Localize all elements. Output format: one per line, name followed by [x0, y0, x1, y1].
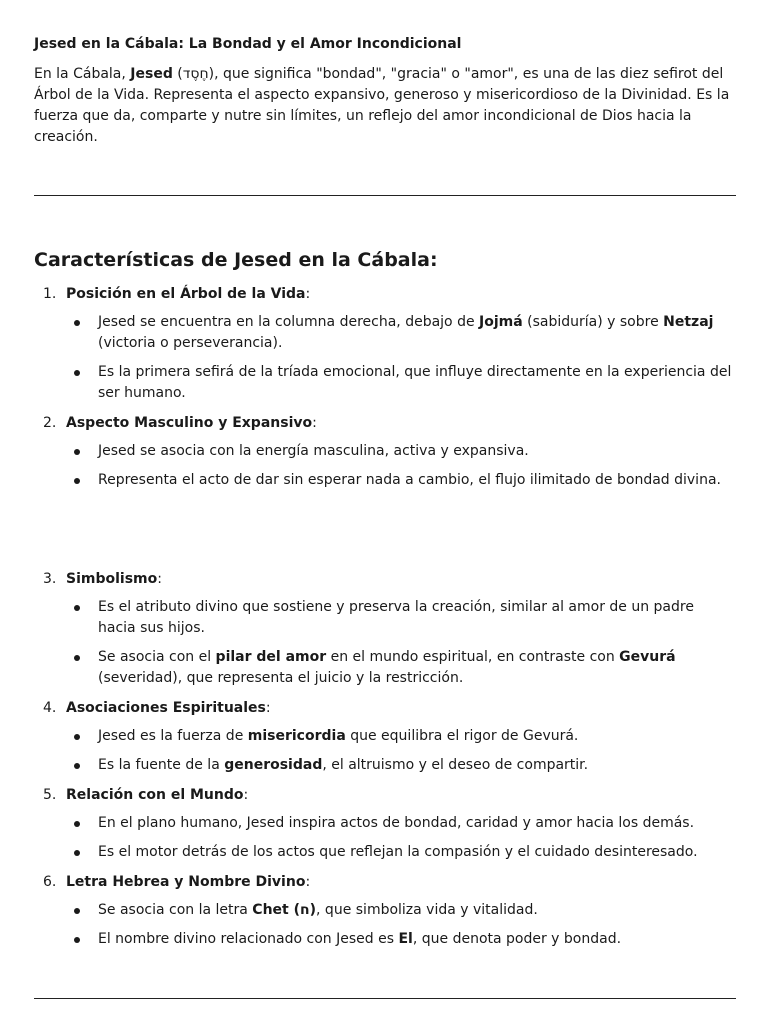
list-block-3	[34, 569, 736, 697]
bullet-list	[34, 312, 736, 404]
bullet-item	[34, 726, 736, 747]
bullet-icon	[74, 937, 80, 943]
bullet-bold: misericordia	[247, 728, 346, 744]
bullet-text: (sabiduría) y sobre	[522, 314, 664, 330]
list-block-4	[34, 698, 736, 784]
list-block-5	[34, 785, 736, 871]
item-suffix: :	[243, 787, 249, 803]
bullet-icon	[74, 320, 80, 326]
item-title-row	[34, 785, 736, 806]
bullet-text: , que simboliza vida y vitalidad.	[316, 902, 538, 918]
bullet-bold: Jojmá	[479, 314, 523, 330]
item-title: Posición en el Árbol de la Vida	[66, 286, 306, 302]
bullet-bold: Netzaj	[663, 314, 714, 330]
bullet-icon	[74, 734, 80, 740]
item-title: Letra Hebrea y Nombre Divino	[66, 874, 306, 890]
item-title-row	[34, 413, 736, 434]
list-item-3	[34, 569, 736, 689]
list-item-6	[34, 872, 736, 950]
bullet-item	[34, 312, 736, 354]
item-number: 2.	[43, 415, 57, 431]
item-suffix: :	[305, 874, 311, 890]
bullet-text: Jesed se encuentra en la columna derecha, debajo de	[98, 314, 480, 330]
item-title: Asociaciones Espirituales	[66, 700, 266, 716]
bullet-text: Es el motor detrás de los actos que reflejan la compasión y el cuidado desinteresado.	[98, 844, 698, 860]
bullet-text: Jesed se asocia con la energía masculina, activa y expansiva.	[98, 443, 529, 459]
intro-text-bold: Jesed	[130, 66, 173, 82]
item-suffix: :	[157, 571, 162, 587]
item-number: 4.	[43, 700, 57, 716]
bullet-text: , que denota poder y bondad.	[412, 931, 622, 947]
bullet-item	[34, 470, 736, 491]
list-block-1	[34, 284, 736, 412]
bullet-list	[34, 813, 736, 863]
bullet-text: En el plano humano, Jesed inspira actos de bondad, caridad y amor hacia los demás.	[98, 815, 695, 831]
item-title-row	[34, 698, 736, 719]
bullet-item	[34, 441, 736, 462]
item-number: 3.	[43, 571, 57, 587]
bullet-bold: Chet (ח)	[252, 902, 317, 918]
bullet-text: Se asocia con la letra	[98, 902, 253, 918]
bullet-text: Es la primera sefirá de la tríada emocional, que influye directamente en la experiencia del ser humano.	[98, 364, 732, 401]
list-item-4	[34, 698, 736, 776]
item-title-row	[34, 872, 736, 893]
intro-section	[34, 34, 736, 148]
bullet-bold: Gevurá	[619, 649, 676, 665]
bullet-text: en el mundo espiritual, en contraste con	[326, 649, 620, 665]
bullet-text: (victoria o perseverancia).	[98, 335, 283, 351]
item-title: Relación con el Mundo	[66, 787, 244, 803]
bullet-text: , el altruismo y el deseo de compartir.	[322, 757, 589, 773]
bullet-text: Representa el acto de dar sin esperar nada a cambio, el flujo ilimitado de bondad divina.	[98, 472, 721, 488]
bullet-text: (severidad), que representa el juicio y la restricción.	[98, 670, 464, 686]
list-item-2	[34, 413, 736, 491]
bullet-icon	[74, 821, 80, 827]
bullet-icon	[74, 763, 80, 769]
divider-bottom	[34, 998, 736, 999]
list-item-1	[34, 284, 736, 404]
bullet-list	[34, 441, 736, 491]
bullet-list	[34, 900, 736, 950]
bullet-text: Jesed es la fuerza de	[98, 728, 248, 744]
bullet-item	[34, 900, 736, 921]
intro-text-a: En la Cábala,	[34, 66, 131, 82]
section-heading: Características de Jesed en la Cábala:	[34, 249, 438, 271]
bullet-text: Es la fuente de la	[98, 757, 225, 773]
bullet-item	[34, 362, 736, 404]
bullet-item	[34, 647, 736, 689]
bullet-text: Es el atributo divino que sostiene y preserva la creación, similar al amor de un padre hacia sus hijos.	[98, 599, 694, 636]
bullet-bold: El	[398, 931, 413, 947]
bullet-icon	[74, 370, 80, 376]
bullet-icon	[74, 605, 80, 611]
bullet-text: que equilibra el rigor de Gevurá.	[345, 728, 579, 744]
item-number: 5.	[43, 787, 57, 803]
bullet-item	[34, 813, 736, 834]
bullet-icon	[74, 908, 80, 914]
bullet-list	[34, 726, 736, 776]
bullet-icon	[74, 449, 80, 455]
bullet-bold: generosidad	[224, 757, 323, 773]
bullet-list	[34, 597, 736, 689]
bullet-icon	[74, 655, 80, 661]
list-item-5	[34, 785, 736, 863]
item-suffix: :	[312, 415, 317, 431]
list-block-2	[34, 413, 736, 499]
intro-paragraph	[34, 64, 736, 148]
bullet-icon	[74, 850, 80, 856]
item-number: 1.	[43, 286, 57, 302]
bullet-item	[34, 842, 736, 863]
bullet-text: Se asocia con el	[98, 649, 216, 665]
item-title-row	[34, 284, 736, 305]
bullet-text: El nombre divino relacionado con Jesed es	[98, 931, 399, 947]
bullet-bold: pilar del amor	[215, 649, 327, 665]
divider-top	[34, 195, 736, 196]
list-block-6	[34, 872, 736, 958]
item-number: 6.	[43, 874, 57, 890]
intro-text-c: (חֶסֶד), que significa "bondad", "gracia" o "amor", es una de las diez sefirot del Árbol de la Vida. Representa el aspecto expansivo, generoso y misericordioso de la Divinidad. Es la fuerza que da, comparte y nutre sin límites, un reflejo del amor incondicional de Dios hacia la creación.	[34, 66, 730, 145]
item-title: Aspecto Masculino y Expansivo	[66, 415, 313, 431]
bullet-item	[34, 597, 736, 639]
bullet-item	[34, 755, 736, 776]
item-suffix: :	[305, 286, 311, 302]
bullet-icon	[74, 478, 80, 484]
bullet-item	[34, 929, 736, 950]
item-suffix: :	[265, 700, 271, 716]
item-title: Simbolismo	[66, 571, 158, 587]
item-title-row	[34, 569, 736, 590]
intro-title: Jesed en la Cábala: La Bondad y el Amor Incondicional	[34, 36, 462, 52]
